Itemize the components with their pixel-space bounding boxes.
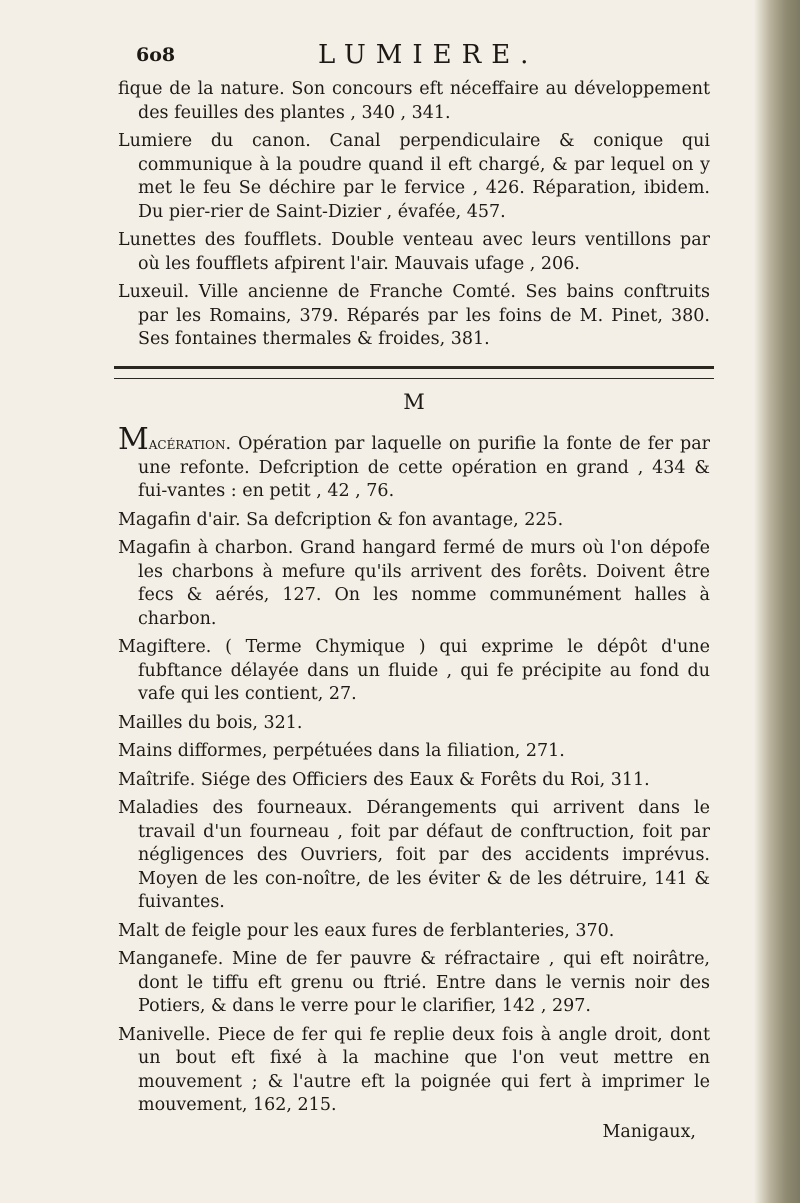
- page-header: [128, 40, 698, 70]
- section-letter: M: [403, 389, 425, 414]
- index-text: [118, 78, 710, 1144]
- index-entry: Manganefe. Mine de fer pauvre & réfractaire , qui eft noirâtre, dont le tiffu eft grenu ou ftrié. Entre dans le vernis noir des Potiers, & dans le verre pour le clarifier, 142 , 297.: [118, 949, 710, 1016]
- section-divider: [114, 366, 714, 379]
- page-number: 6o8: [136, 44, 176, 66]
- index-entry: Maladies des fourneaux. Dérangements qui arrivent dans le travail d'un fourneau , foit par défaut de conftruction, foit par négligences des Ouvriers, foit par des accidents imprévus. Moyen de les con-noître, de les éviter & de les détruire, 141 & fuivantes.: [118, 798, 710, 912]
- initial-letter: M: [118, 422, 149, 457]
- entry-head: acération.: [148, 434, 232, 454]
- running-title: LUMIERE.: [318, 40, 539, 70]
- index-entry: Maîtrife. Siége des Officiers des Eaux & Forêts du Roi, 311.: [118, 769, 650, 790]
- index-entry: Lumiere du canon. Canal perpendiculaire & conique qui communique à la poudre quand il eft chargé, & par lequel on y met le feu Se déchire par le fervice , 426. Réparation, ibidem. Du pier-rier de Saint-Dizier , évafée, 457.: [118, 131, 710, 222]
- index-entry-maceration: [118, 422, 710, 504]
- index-entry: Luxeuil. Ville ancienne de Franche Comté. Ses bains conftruits par les Romains, 379. Réparés par les foins de M. Pinet, 380. Ses fontaines thermales & froides, 381.: [118, 282, 710, 349]
- index-entry: Mailles du bois, 321.: [118, 712, 303, 733]
- index-entry: Malt de feigle pour les eaux fures de ferblanteries, 370.: [118, 920, 615, 941]
- catchword: Manigaux,: [602, 1121, 696, 1142]
- page-edge-shadow: [754, 0, 800, 1203]
- index-entry: Magiftere. ( Terme Chymique ) qui exprime le dépôt d'une fubftance délayée dans un fluide , qui fe précipite au fond du vafe qui les contient, 27.: [118, 637, 710, 704]
- index-entry: Magafin à charbon. Grand hangard fermé de murs où l'on dépofe les charbons à mefure qu'ils arrivent des forêts. Doivent être fecs & aérés, 127. On les nomme communément halles à charbon.: [118, 538, 710, 629]
- index-entry: Manivelle. Piece de fer qui fe replie deux fois à angle droit, dont un bout eft fixé à la machine que l'on veut mettre en mouvement ; & l'autre eft la poignée qui fert à imprimer le mouvement, 162, 215.: [118, 1024, 710, 1115]
- index-entry: Magafin d'air. Sa defcription & fon avantage, 225.: [118, 509, 564, 530]
- index-entry: fique de la nature. Son concours eft néceffaire au développement des feuilles des plantes , 340 , 341.: [118, 79, 710, 123]
- entry-body: Opération par laquelle on purifie la fonte de fer par une refonte. Defcription de cette opération en grand , 434 & fui-vantes : en petit , 42 , 76.: [138, 434, 710, 501]
- index-entry: Lunettes des foufflets. Double venteau avec leurs ventillons par où les foufflets afpirent l'air. Mauvais ufage , 206.: [118, 230, 710, 274]
- index-entry: Mains difformes, perpétuées dans la filiation, 271.: [118, 741, 565, 761]
